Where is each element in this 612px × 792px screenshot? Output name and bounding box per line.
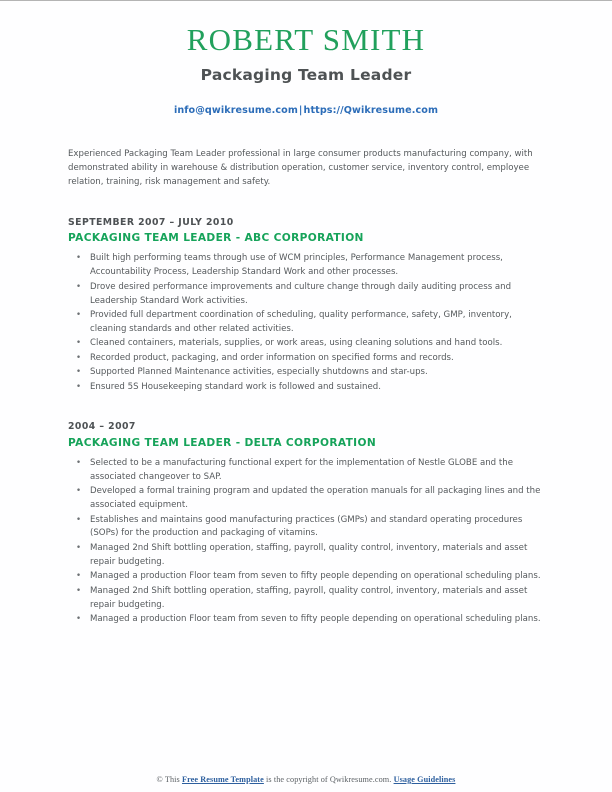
bullet-text: Built high performing teams through use of WCM principles, Performance Management process, Accountability Process, Leadership Standard Work and other processes. bbox=[90, 253, 503, 278]
list-item bbox=[68, 366, 544, 380]
bullet-text: Developed a formal training program and updated the operation manuals for all packaging lines and the associated equipment. bbox=[90, 486, 541, 511]
list-item bbox=[68, 457, 544, 485]
bullet-icon: • bbox=[76, 571, 82, 582]
bullet-text: Ensured 5S Housekeeping standard work is followed and sustained. bbox=[90, 381, 381, 392]
bullet-text: Selected to be a manufacturing functional expert for the implementation of Nestle GLOBE and the associated changeover to SAP. bbox=[90, 457, 513, 482]
professional-summary: Experienced Packaging Team Leader professional in large consumer products manufacturing company, with demonstrated ability in warehouse & distribution operation, customer service, inventory control, employee relation, training, risk management and safety. bbox=[68, 149, 533, 187]
contact-separator: | bbox=[298, 105, 303, 117]
footer-mid-text: is the copyright of Qwikresume.com. bbox=[266, 775, 392, 784]
bullet-icon: • bbox=[76, 253, 82, 264]
resume-header bbox=[68, 1, 544, 116]
list-item bbox=[68, 585, 544, 613]
page-footer bbox=[0, 775, 612, 784]
bullet-icon: • bbox=[76, 457, 82, 468]
bullet-icon: • bbox=[76, 338, 82, 349]
usage-guidelines-link[interactable]: Usage Guidelines bbox=[393, 775, 456, 784]
bullet-icon: • bbox=[76, 367, 82, 378]
list-item bbox=[68, 337, 544, 351]
resume-content bbox=[0, 1, 612, 627]
contact-website[interactable]: https://Qwikresume.com bbox=[303, 105, 439, 117]
bullet-text: Managed 2nd Shift bottling operation, staffing, payroll, quality control, inventory, materials and asset repair budgeting. bbox=[90, 542, 528, 567]
bullet-icon: • bbox=[76, 281, 82, 292]
candidate-name: ROBERT SMITH bbox=[186, 22, 426, 57]
list-item bbox=[68, 352, 544, 366]
experience-dates: 2004 – 2007 bbox=[68, 421, 136, 433]
bullet-text: Managed a production Floor team from seven to fifty people depending on operational scheduling plans. bbox=[90, 571, 541, 582]
bullet-text: Managed a production Floor team from seven to fifty people depending on operational scheduling plans. bbox=[90, 613, 541, 624]
bullet-text: Recorded product, packaging, and order information on specified forms and records. bbox=[90, 352, 454, 363]
bullet-text: Provided full department coordination of scheduling, quality performance, safety, GMP, inventory, cleaning standards and other related activities. bbox=[90, 309, 512, 334]
list-item bbox=[68, 252, 544, 280]
contact-email[interactable]: info@qwikresume.com bbox=[173, 105, 298, 117]
bullet-icon: • bbox=[76, 352, 82, 363]
bullet-text: Drove desired performance improvements and culture change through daily auditing process and Leadership Standard Work activities. bbox=[90, 281, 512, 306]
experience-role-company: PACKAGING TEAM LEADER - ABC CORPORATION bbox=[68, 231, 364, 244]
footer-pre-text: This bbox=[164, 775, 180, 784]
experience-entry-2 bbox=[68, 421, 544, 626]
list-item bbox=[68, 281, 544, 309]
candidate-job-title: Packaging Team Leader bbox=[200, 66, 412, 85]
experience-bullet-list bbox=[68, 457, 544, 627]
bullet-text: Establishes and maintains good manufacturing practices (GMPs) and standard operating procedures (SOPs) for the production and packaging of vitamins. bbox=[90, 514, 523, 539]
list-item bbox=[68, 485, 544, 513]
list-item bbox=[68, 514, 544, 542]
list-item bbox=[68, 570, 544, 584]
experience-bullet-list bbox=[68, 252, 544, 394]
experience-role-company: PACKAGING TEAM LEADER - DELTA CORPORATION bbox=[68, 436, 377, 449]
bullet-icon: • bbox=[76, 585, 82, 596]
free-resume-template-link[interactable]: Free Resume Template bbox=[181, 775, 264, 784]
bullet-icon: • bbox=[76, 542, 82, 553]
list-item bbox=[68, 542, 544, 570]
bullet-icon: • bbox=[76, 613, 82, 624]
bullet-icon: • bbox=[76, 309, 82, 320]
contact-line bbox=[68, 105, 544, 116]
experience-entry-1 bbox=[68, 217, 544, 395]
list-item bbox=[68, 613, 544, 627]
experience-dates: SEPTEMBER 2007 – JULY 2010 bbox=[68, 216, 234, 228]
bullet-icon: • bbox=[76, 514, 82, 525]
bullet-icon: • bbox=[76, 381, 82, 392]
list-item bbox=[68, 309, 544, 337]
bullet-text: Managed 2nd Shift bottling operation, staffing, payroll, quality control, inventory, materials and asset repair budgeting. bbox=[90, 585, 528, 610]
copyright-symbol: © bbox=[156, 775, 163, 784]
list-item bbox=[68, 381, 544, 395]
bullet-icon: • bbox=[76, 486, 82, 497]
bullet-text: Supported Planned Maintenance activities, especially shutdowns and star-ups. bbox=[90, 367, 428, 378]
bullet-text: Cleaned containers, materials, supplies, or work areas, using cleaning solutions and hand tools. bbox=[90, 338, 503, 349]
